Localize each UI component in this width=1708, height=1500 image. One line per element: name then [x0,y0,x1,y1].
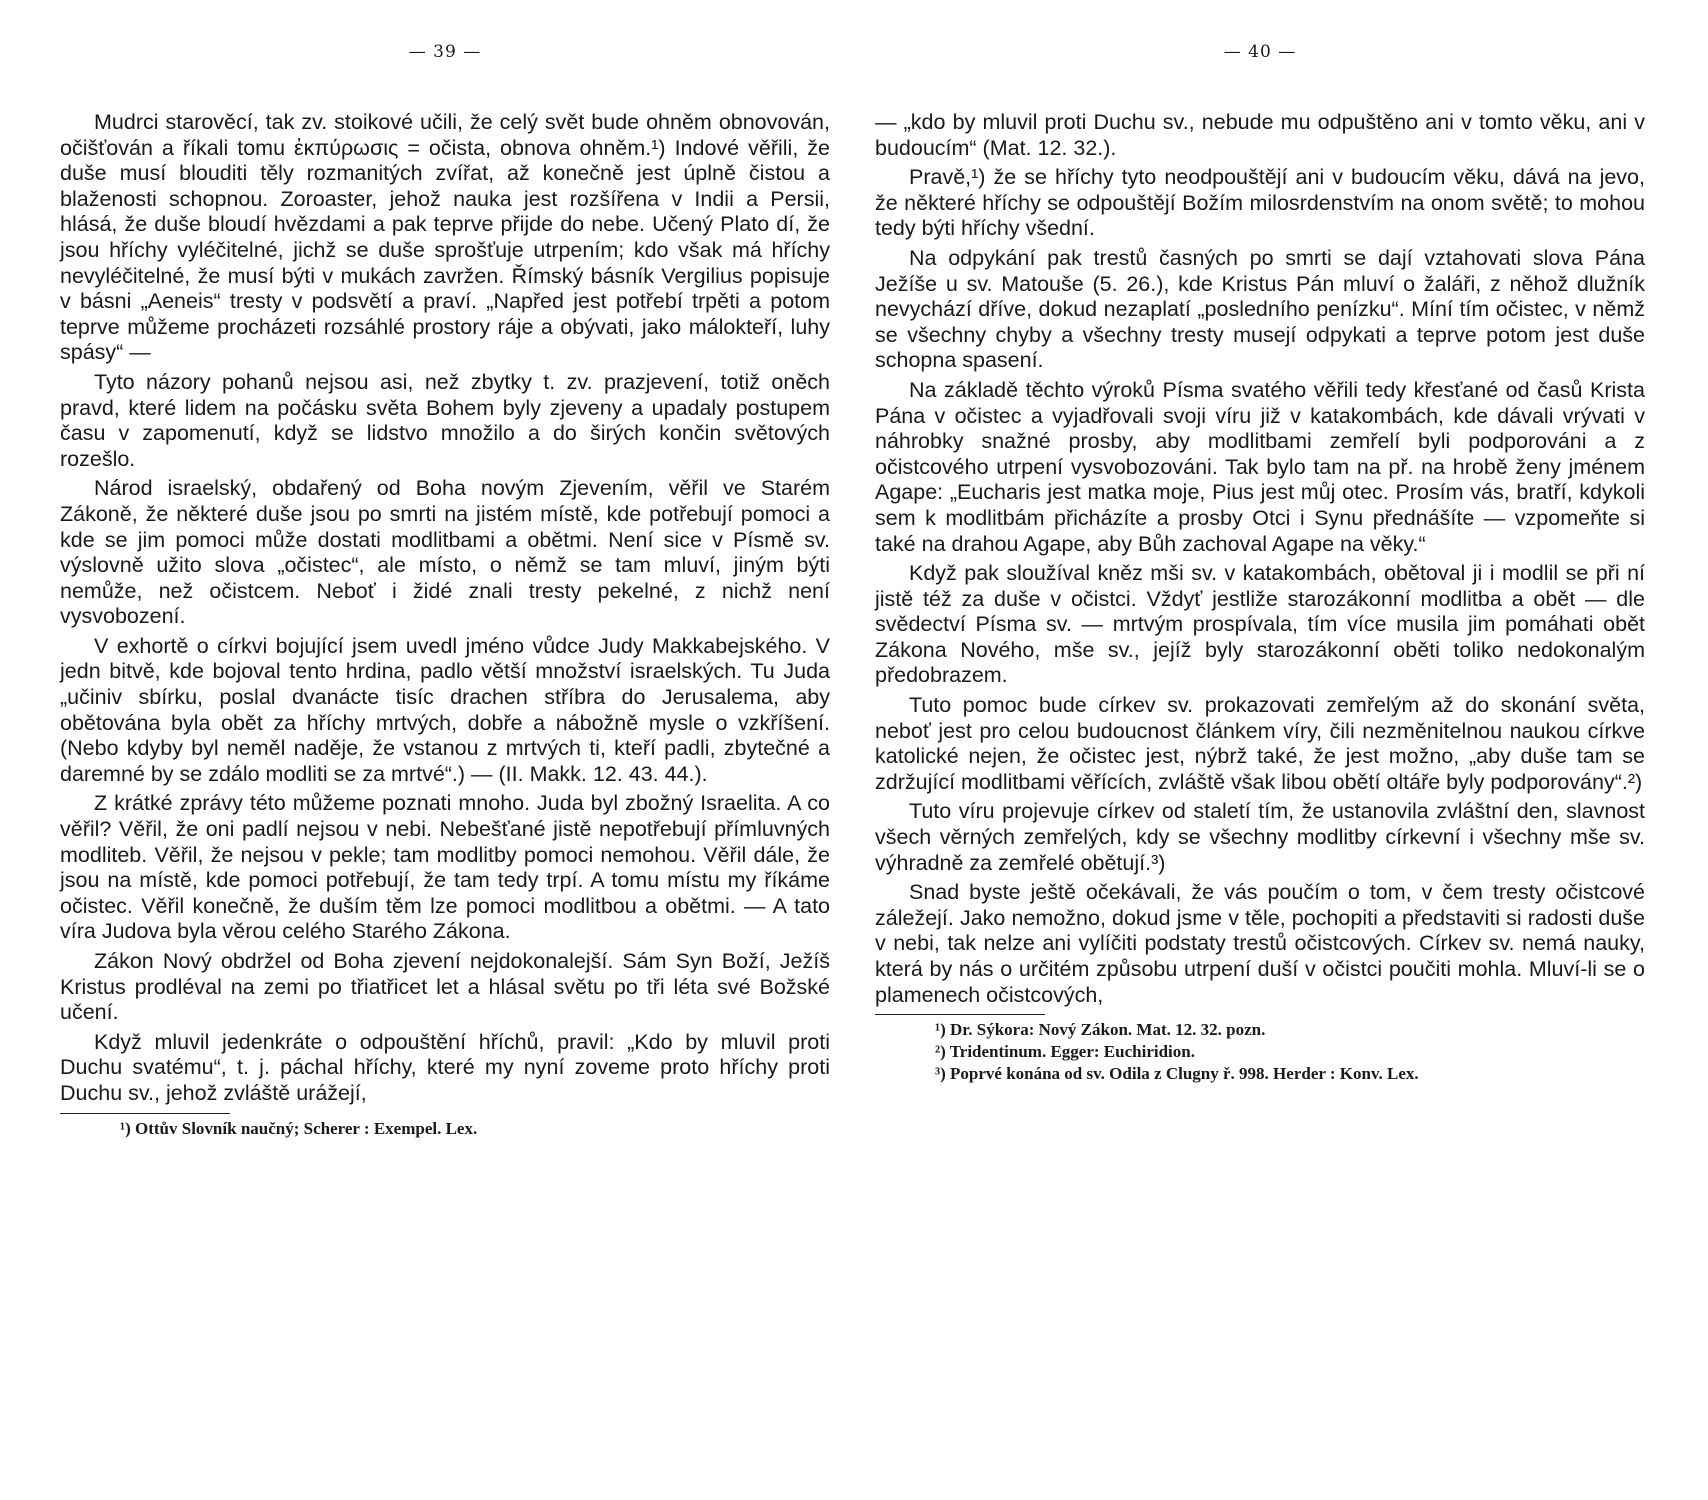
paragraph: — „kdo by mluvil proti Duchu sv., nebude mu odpuštěno ani v tomto věku, ani v budoucím“ (Mat. 12. 32.). [875,110,1645,160]
paragraph: Snad byste ještě očekávali, že vás poučím o tom, v čem tresty očistcové záležejí. Jako nemožno, dokud jsme v těle, pochopiti a představiti si radosti duše v nebi, tak nelze ani vylíčiti podstaty trestů očistcových. Církev sv. nemá nauky, která by nás o určitém způsobu utrpení duší v očistci poučiti mohla. Mluví-li se o plamenech očistcových, [875,880,1645,1007]
paragraph: V exhortě o církvi bojující jsem uvedl jméno vůdce Judy Makkabejského. V jedn bitvě, kde bojoval tento hrdina, padlo větší množství israelských. Tu Juda „učiniv sbírku, poslal dvanácte tisíc drachen stříbra do Jerusalema, aby obětována byla obět za hříchy mrtvých, dobře a nábožně mysle o vzkříšení. (Nebo kdyby byl neměl naděje, že vstanou z mrtvých ti, kteří padli, zbytečné a daremné by se zdálo modliti se za mrtvé“.) — (II. Makk. 12. 43. 44.). [60,633,830,786]
page-number-39: — 39 — [408,42,482,62]
footnote: ¹) Ottův Slovník naučný; Scherer : Exempel. Lex. [120,1118,478,1138]
footnote: ³) Poprvé konána od sv. Odila z Clugny ř. 998. Herder : Konv. Lex. [935,1064,1419,1084]
right-page [875,0,1645,1500]
paragraph: Zákon Nový obdržel od Boha zjevení nejdokonalejší. Sám Syn Boží, Ježíš Kristus prodléval na zemi po třiatřicet let a hlásal světu po tři léta své Božské učení. [60,949,830,1025]
paragraph: Národ israelský, obdařený od Boha novým Zjevením, věřil ve Starém Zákoně, že některé duše jsou po smrti na jistém místě, kde potřebují pomoci a kde se jim pomoci může dostati modlitbami a obětmi. Není sice v Písmě sv. výslovně užito slova „očistec“, ale místo, o němž se tam mluví, jiným býti nemůže, než očistcem. Neboť i židé znali tresty pekelné, z nichž není vysvobození. [60,476,830,629]
footnote-divider [60,1113,230,1114]
left-page-body [60,110,830,1107]
left-footnotes [60,1118,830,1140]
footnote: ²) Tridentinum. Egger: Euchiridion. [935,1042,1195,1062]
paragraph: Mudrci starověcí, tak zv. stoikové učili, že celý svět bude ohněm obnovován, očišťován a říkali tomu ἐκπύρωσις = očista, obnova ohněm.¹) Indové věřili, že duše musí blouditi těly rozmanitých zvířat, až konečně jest úplně čistou a blaženosti schopnou. Zoroaster, jehož nauka jest rozšířena v Indii a Persii, hlásá, že duše bloudí hvězdami a pak teprve přijde do nebe. Učený Plato dí, že jsou hříchy vyléčitelné, jichž se duše sprošťuje utrpením; kdo však má hříchy nevyléčitelné, že musí býti v mukách zavržen. Římský básník Vergilius popisuje v básni „Aeneis“ tresty v podsvětí a praví. „Napřed jest potřebí trpěti a potom teprve můžeme procházeti rozsáhlé prostory ráje a obývati, jako málokteří, luhy spásy“ — [60,110,830,365]
paragraph: Tuto pomoc bude církev sv. prokazovati zemřelým až do skonání světa, neboť jest pro celou budoucnost článkem víry, čili nezměnitelnou naukou církve katolické nejen, že očistec jest, nýbrž také, že jest možno, „aby duše tam se zdržující modlitbami věřících, zvláště však libou obětí oltáře byly podporovány“.²) [875,693,1645,794]
footnote-divider [875,1014,1045,1015]
left-page [60,0,830,1500]
right-page-body [875,110,1645,1008]
page-number-40: — 40 — [1223,42,1297,62]
paragraph: Tuto víru projevuje církev od staletí tím, že ustanovila zvláštní den, slavnost všech věrných zemřelých, kdy se všechny modlitby církevní i všechny mše sv. výhradně za zemřelé obětují.³) [875,799,1645,875]
paragraph: Tyto názory pohanů nejsou asi, než zbytky t. zv. prazjevení, totiž oněch pravd, které lidem na počásku světa Bohem byly zjeveny a upadaly postupem času v zapomenutí, když se lidstvo množilo a do širých končin světových rozešlo. [60,369,830,471]
paragraph: Pravě,¹) že se hříchy tyto neodpouštějí ani v budoucím věku, dává na jevo, že některé hříchy se odpouštějí Božím milosrdenstvím na onom světě; to mohou tedy býti hříchy všední. [875,165,1645,241]
footnote: ¹) Dr. Sýkora: Nový Zákon. Mat. 12. 32. pozn. [935,1020,1266,1040]
paragraph: Na základě těchto výroků Písma svatého věřili tedy křesťané od časů Krista Pána v očistec a vyjadřovali svoji víru již v katakombách, kde dávali vrývati v náhrobky snažné prosby, aby modlitbami zemřelí byli podporováni a z očistcového utrpení vysvobozováni. Tak bylo tam na př. na hrobě ženy jménem Agape: „Eucharis jest matka moje, Pius jest můj otec. Prosím vás, bratří, kdykoli sem k modlitbám přicházíte a prosby Otci i Synu přednášíte — vzpomeňte si také na drahou Agape, aby Bůh zachoval Agape na věky.“ [875,377,1645,556]
paragraph: Když pak sloužíval kněz mši sv. v katakombách, obětoval ji i modlil se při ní jistě též za duše v očistci. Vždyť jestliže starozákonní modlitba a obět — dle svědectví Písma sv. — mrtvým prospívala, tím více musila jim pomáhati obět Zákona Nového, mše sv., jejíž byly starozákonní oběti toliko nedokonalým předobrazem. [875,561,1645,688]
paragraph: Když mluvil jedenkráte o odpouštění hříchů, pravil: „Kdo by mluvil proti Duchu svatému“, t. j. páchal hříchy, které my nyní zoveme proto hříchy proti Duchu sv., jehož zvláště urážejí, [60,1029,830,1105]
right-footnotes [875,1019,1645,1085]
paragraph: Z krátké zprávy této můžeme poznati mnoho. Juda byl zbožný Israelita. A co věřil? Věřil, že oni padlí nejsou v nebi. Nebešťané jistě nepotřebují přímluvných modliteb. Věřil, že nejsou v pekle; tam modlitby pomoci nemohou. Věřil dále, že jsou na místě, kde pomoci potřebují, že tam tedy trpí. A tomu místu my říkáme očistec. Věřil konečně, že duším těm lze pomoci modlitbou a obětmi. — A tato víra Judova byla věrou celého Starého Zákona. [60,791,830,944]
paragraph: Na odpykání pak trestů časných po smrti se dají vztahovati slova Pána Ježíše u sv. Matouše (5. 26.), kde Kristus Pán mluví o žaláři, z něhož dlužník nevychází dříve, dokud nezaplatí „posledního penízku“. Míní tím očistec, v němž se všechny chyby a všechny tresty musejí odpykati a teprve potom jest duše schopna spasení. [875,245,1645,373]
